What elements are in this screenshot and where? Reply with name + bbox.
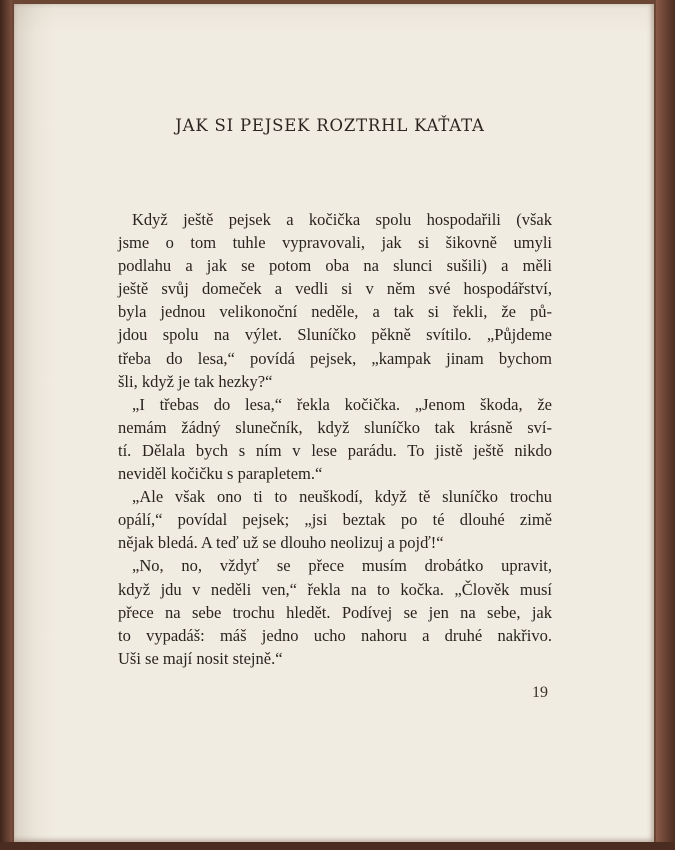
text-line: nemám žádný slunečník, když sluníčko tak krásně sví-: [118, 417, 552, 437]
book-cover-edge: [656, 0, 675, 850]
text-line: šli, když je tak hezky?“: [118, 371, 273, 391]
text-line: neviděl kočičku s parapletem.“: [118, 464, 323, 484]
text-line: „I třebas do lesa,“ řekla kočička. „Jenom škoda, že: [132, 394, 552, 414]
text-line: Uši se mají nosit stejně.“: [118, 648, 283, 668]
text-line: „No, no, vždyť se přece musím drobátko upravit,: [132, 556, 552, 576]
chapter-title: JAK SI PEJSEK ROZTRHL KAŤATA: [175, 116, 485, 135]
book-spine-edge: [0, 0, 12, 850]
text-line: Když ještě pejsek a kočička spolu hospodařili (však: [132, 210, 552, 229]
text-line: jdou spolu na výlet. Sluníčko pěkně svítilo. „Půjdeme: [118, 325, 552, 345]
page-number: 19: [532, 684, 548, 701]
body-text: [118, 208, 552, 670]
text-line: třeba do lesa,“ povídá pejsek, „kampak jinam bychom: [118, 348, 552, 368]
text-line: byla jednou velikonoční neděle, a tak si řekli, že pů-: [118, 302, 552, 322]
text-line: „Ale však ono ti to neuškodí, když tě sluníčko trochu: [132, 487, 552, 507]
text-line: nějak bledá. A teď už se dlouho neolizuj a pojď!“: [118, 533, 444, 553]
text-line: když jdu v neděli ven,“ řekla na to kočka. „Člověk musí: [118, 579, 552, 599]
text-line: podlahu a jak se potom oba na slunci sušili) a měli: [118, 256, 552, 276]
text-line: opálí,“ povídal pejsek; „jsi beztak po té dlouhé zimě: [118, 510, 552, 530]
text-line: to vypadáš: máš jedno ucho nahoru a druhé nakřivo.: [118, 625, 552, 645]
book-bottom-edge: [0, 842, 675, 850]
text-line: ještě svůj domeček a vedli si v něm své hospodářství,: [118, 279, 552, 299]
text-line: jsme o tom tuhle vypravovali, jak si šikovně umyli: [118, 233, 552, 253]
text-line: tí. Dělala bych s ním v lese parádu. To jistě ještě nikdo: [118, 440, 552, 460]
text-line: přece na sebe trochu hledět. Podívej se jen na sebe, jak: [118, 602, 552, 622]
